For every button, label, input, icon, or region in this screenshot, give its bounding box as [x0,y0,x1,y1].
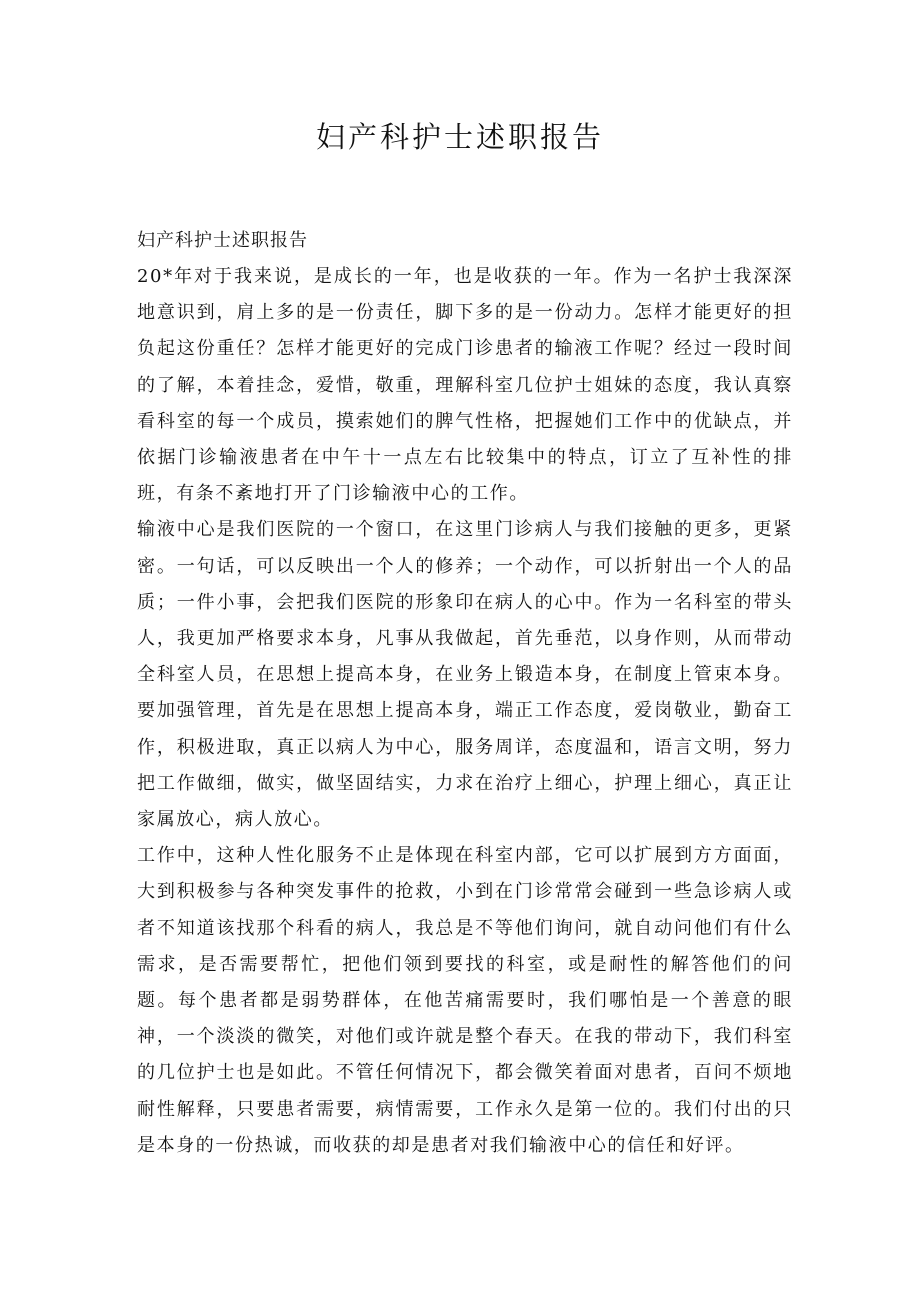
document-title: 妇产科护士述职报告 [315,120,604,154]
paragraph-3: 工作中，这种人性化服务不止是体现在科室内部，它可以扩展到方方面面，大到积极参与各种突发事件的抢救，小到在门诊常常会碰到一些急诊病人或者不知道该找那个科看的病人，我总是不等他们询问，就自动问他们有什么需求，是否需要帮忙，把他们领到要找的科室，或是耐性的解答他们的问题。每个患者都是弱势群体，在他苦痛需要时，我们哪怕是一个善意的眼神，一个淡淡的微笑，对他们或许就是整个春天。在我的带动下，我们科室的几位护士也是如此。不管任何情况下，都会微笑着面对患者，百问不烦地耐性解释，只要患者需要，病情需要，工作永久是第一位的。我们付出的只是本身的一份热诚，而收获的却是患者对我们输液中心的信任和好评。 [137,845,793,1156]
paragraph-2: 输液中心是我们医院的一个窗口，在这里门诊病人与我们接触的更多，更紧密。一句话，可以反映出一个人的修养；一个动作，可以折射出一个人的品质；一件小事，会把我们医院的形象印在病人的心中。作为一名科室的带头人，我更加严格要求本身，凡事从我做起，首先垂范，以身作则，从而带动全科室人员，在思想上提高本身，在业务上锻造本身，在制度上管束本身。要加强管理，首先是在思想上提高本身，端正工作态度，爱岗敬业，勤奋工作，积极进取，真正以病人为中心，服务周详，态度温和，语言文明，努力把工作做细，做实，做坚固结实，力求在治疗上细心，护理上细心，真正让家属放心，病人放心。 [137,519,793,831]
paragraph-1: 20*年对于我来说，是成长的一年，也是收获的一年。作为一名护士我深深地意识到，肩上多的是一份责任，脚下多的是一份动力。怎样才能更好的担负起这份重任？怎样才能更好的完成门诊患者的输液工作呢？经过一段时间的了解，本着挂念，爱惜，敬重，理解科室几位护士姐妹的态度，我认真察看科室的每一个成员，摸索她们的脾气性格，把握她们工作中的优缺点，并依据门诊输液患者在中午十一点左右比较集中的特点，订立了互补性的排班，有条不紊地打开了门诊输液中心的工作。 [137,266,793,505]
document-subtitle: 妇产科护士述职报告 [137,230,308,251]
document-body [137,223,793,1164]
